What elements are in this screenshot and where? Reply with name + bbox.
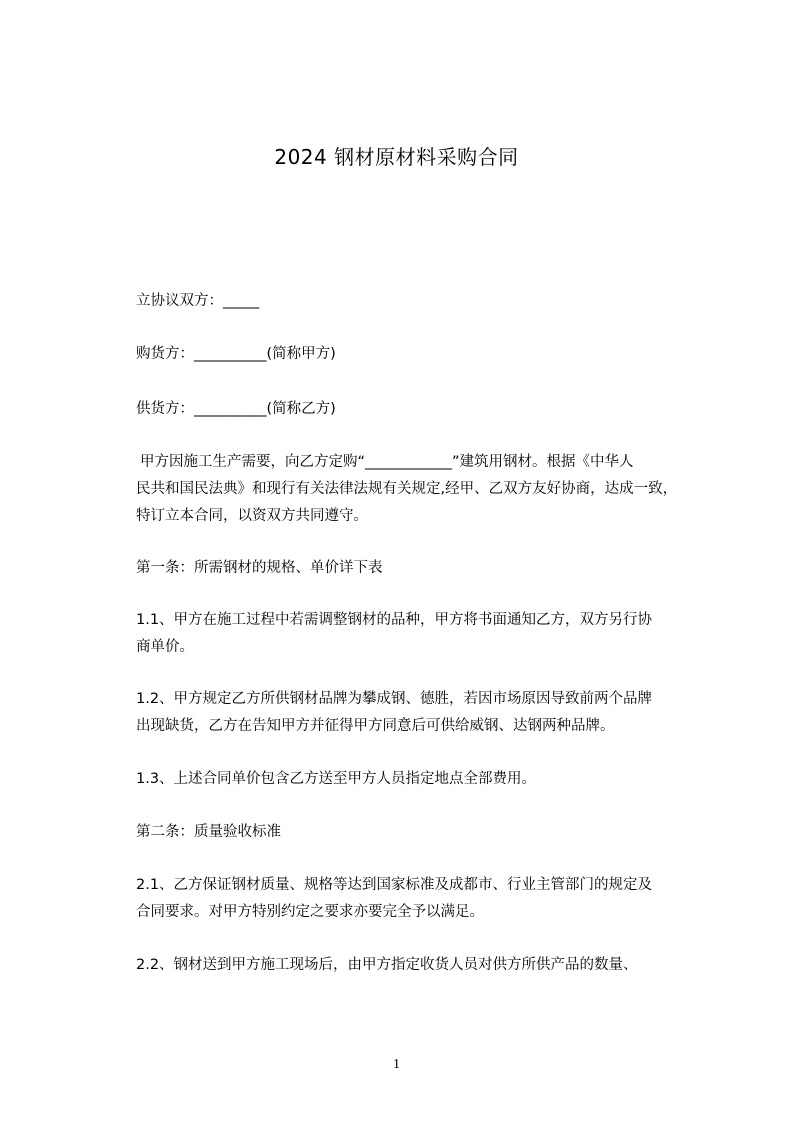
text-line: 立协议双方：_____ xyxy=(136,293,260,309)
page-number: 1 xyxy=(393,1057,400,1072)
text-line: 出现缺货，乙方在告知甲方并征得甲方同意后可供给威钢、达钢两种品牌。 xyxy=(136,718,615,734)
document-title: 2024 钢材原材料采购合同 xyxy=(274,145,519,169)
text-line: 甲方因施工生产需要，向乙方定购“____________”建筑用钢材。根据《中华人 xyxy=(140,454,634,470)
text-line: 供货方：__________(简称乙方) xyxy=(136,401,336,417)
text-line: 1.2、甲方规定乙方所供钢材品牌为攀成钢、德胜，若因市场原因导致前两个品牌 xyxy=(136,691,653,707)
text-line: 第二条：质量验收标准 xyxy=(136,824,281,840)
text-line: 1.1、甲方在施工过程中若需调整钢材的品种，甲方将书面通知乙方，双方另行协 xyxy=(136,612,653,628)
text-line: 2.1、乙方保证钢材质量、规格等达到国家标准及成都市、行业主管部门的规定及 xyxy=(136,877,653,893)
text-line: 2.2、钢材送到甲方施工现场后，由甲方指定收货人员对供方所供产品的数量、 xyxy=(136,957,638,973)
text-line: 购货方：__________(简称甲方) xyxy=(136,346,336,362)
text-line: 合同要求。对甲方特别约定之要求亦要完全予以满足。 xyxy=(136,904,484,920)
text-line: 民共和国民法典》和现行有关法律法规有关规定,经甲、乙双方友好协商，达成一致， xyxy=(136,481,678,497)
text-line: 第一条：所需钢材的规格、单价详下表 xyxy=(136,560,383,576)
text-line: 商单价。 xyxy=(136,639,194,655)
text-line: 1.3、上述合同单价包含乙方送至甲方人员指定地点全部费用。 xyxy=(136,771,537,787)
text-line: 特订立本合同，以资双方共同遵守。 xyxy=(136,508,368,524)
